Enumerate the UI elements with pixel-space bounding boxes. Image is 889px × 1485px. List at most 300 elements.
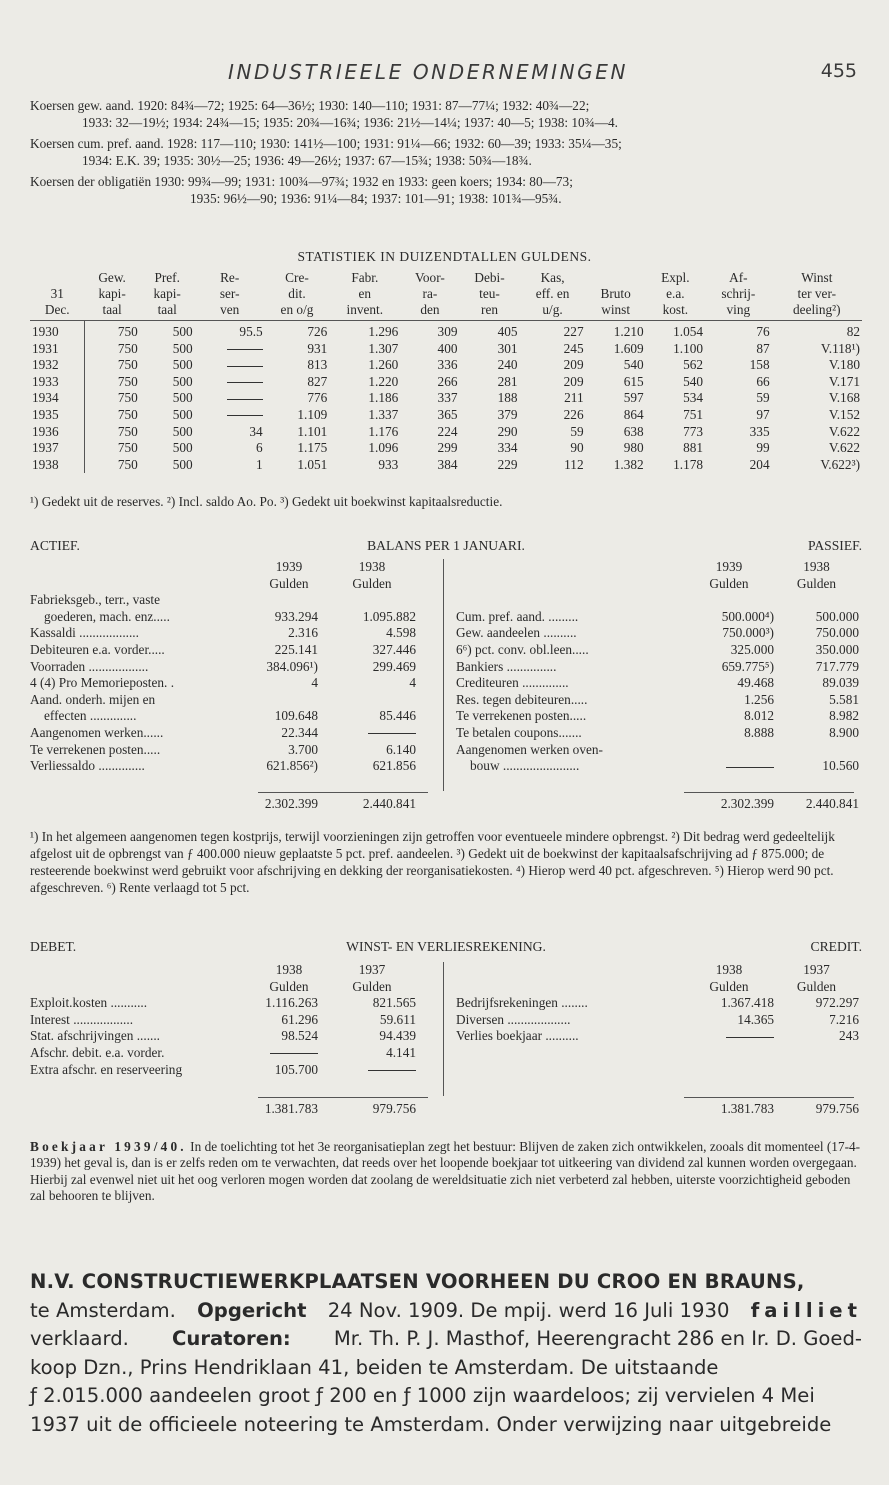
column-header: en <box>358 286 372 301</box>
ledger-value <box>684 1028 774 1045</box>
ledger-label: Crediteuren .............. <box>456 675 569 691</box>
profit-loss-account <box>30 962 862 1122</box>
table-cell: 813 <box>307 357 328 373</box>
table-cell: V.180 <box>828 357 860 373</box>
table-cell <box>195 374 265 391</box>
table-cell: 59 <box>570 423 584 439</box>
table-cell: 1936 <box>32 423 59 439</box>
ledger-row <box>30 1028 430 1045</box>
ledger-value: 8.982 <box>829 708 859 724</box>
ledger-row <box>456 592 862 609</box>
ledger-row <box>30 659 430 676</box>
table-cell: 229 <box>497 456 518 472</box>
table-cell: 776 <box>307 390 328 406</box>
table-cell: 540 <box>623 357 644 373</box>
price-line: 1933: 32—19½; 1934: 24¾—15; 1935: 20¾—16¾; 1936: 21½—14¼; 1937: 40—5; 1938: 10¾—4. <box>82 115 618 130</box>
ledger-total: 2.302.399 <box>720 796 774 811</box>
ledger-row <box>30 642 430 659</box>
ledger-row <box>30 592 430 609</box>
column-header: Fabr. <box>351 270 379 285</box>
table-cell: 1.176 <box>368 423 399 439</box>
table-cell: 1938 <box>32 456 59 472</box>
table-cell: 1.101 <box>297 423 328 439</box>
ledger-value: 7.216 <box>829 1011 859 1027</box>
ledger-value: 49.468 <box>737 675 774 691</box>
column-header: Af- <box>729 270 748 285</box>
table-row <box>30 321 862 341</box>
ledger-label: Afschr. debit. e.a. vorder. <box>30 1044 165 1060</box>
price-line: Koersen cum. pref. aand. 1928: 117—110; 1930: 141½—100; 1931: 91¼—66; 1932: 60—39; 1933: 35¼—35; <box>30 136 622 151</box>
winst-heading <box>30 939 862 957</box>
ledger-label: goederen, mach. enz..... <box>44 608 170 624</box>
ledger-row <box>456 1028 862 1045</box>
table-cell: 87 <box>756 340 770 356</box>
company-entry <box>30 1268 862 1439</box>
ledger-value: 2.316 <box>288 625 318 641</box>
ledger-value: 1.256 <box>744 691 774 707</box>
running-title: INDUSTRIEELE ONDERNEMINGEN <box>228 60 629 84</box>
table-cell: 209 <box>563 357 584 373</box>
ledger-value: 500.000 <box>815 608 859 624</box>
ledger-row <box>30 1012 430 1029</box>
ledger-value: 94.439 <box>379 1028 416 1044</box>
column-header: invent. <box>329 302 400 321</box>
table-cell: 66 <box>756 373 770 389</box>
company-line <box>30 1382 862 1411</box>
ledger-row <box>456 995 862 1012</box>
ledger-value: 59.611 <box>379 1011 416 1027</box>
table-cell: 726 <box>307 324 328 339</box>
column-header: ra- <box>422 286 438 301</box>
table-cell: 1.337 <box>368 406 399 422</box>
table-cell: 597 <box>623 390 644 406</box>
column-header: Cre- <box>285 270 309 285</box>
ledger-total: 2.440.841 <box>805 796 859 811</box>
table-cell: 750 <box>84 440 139 457</box>
debet-label: DEBET. <box>30 939 77 954</box>
table-cell: 34 <box>249 423 263 439</box>
table-cell: 980 <box>623 440 644 456</box>
ledger-total-row <box>30 1101 430 1118</box>
ledger-row <box>30 758 430 775</box>
ledger-value: 325.000 <box>730 641 774 657</box>
table-cell: 227 <box>563 324 584 339</box>
table-cell: 1.096 <box>368 440 399 456</box>
actief-side <box>30 559 430 811</box>
table-cell: 400 <box>437 340 458 356</box>
ledger-value: 225.141 <box>274 641 318 657</box>
ledger-value: 8.012 <box>744 708 774 724</box>
year-label: 1938 <box>715 962 743 977</box>
ledger-total: 2.440.841 <box>362 796 416 811</box>
table-cell: 750 <box>84 357 139 374</box>
table-cell: 864 <box>623 406 644 422</box>
column-header: Re- <box>220 270 240 285</box>
column-header: Expl. <box>661 270 690 285</box>
table-cell: 1.109 <box>297 406 328 422</box>
ledger-label: Extra afschr. en reserveering <box>30 1061 183 1077</box>
table-cell: 500 <box>172 340 193 356</box>
ledger-row <box>456 725 862 742</box>
dash-mark <box>368 733 416 734</box>
ledger-value: 10.560 <box>822 758 859 774</box>
price-line: Koersen gew. aand. 1920: 84¾—72; 1925: 64—36½; 1930: 140—110; 1931: 87—77¼; 1932: 40¾—22; <box>30 98 590 113</box>
ledger-value: 4.598 <box>386 625 416 641</box>
table-cell: 384 <box>437 456 458 472</box>
unit-label: Gulden <box>269 575 309 591</box>
ledger-value: 659.775⁵) <box>721 658 774 674</box>
ledger-header-unit <box>30 576 430 593</box>
ledger-value: 500.000⁴) <box>721 608 774 624</box>
table-cell: 6 <box>256 440 263 456</box>
company-founding-text: 24 Nov. 1909. De mpij. werd 16 Juli 1930 <box>327 1298 730 1322</box>
ledger-total: 979.756 <box>815 1101 859 1116</box>
ledger-label: Te betalen coupons....... <box>456 724 582 740</box>
column-header: eff. en <box>535 286 570 301</box>
dash-mark <box>227 382 263 383</box>
year-label: 1938 <box>803 559 830 574</box>
table-cell: 188 <box>497 390 518 406</box>
table-cell <box>195 390 265 407</box>
column-header: den <box>400 302 459 321</box>
ledger-value: 105.700 <box>274 1061 318 1077</box>
table-cell: 500 <box>172 373 193 389</box>
column-header: e.a. <box>666 286 685 301</box>
balans-title: BALANS PER 1 JANUARI. <box>367 538 525 553</box>
table-cell: 827 <box>307 373 328 389</box>
table-row <box>30 357 862 374</box>
ledger-value: 621.856²) <box>266 758 318 774</box>
table-cell: 204 <box>749 456 770 472</box>
column-header: Bruto <box>600 286 631 301</box>
year-label: 1939 <box>275 559 303 574</box>
ledger-label: 4 (4) Pro Memorieposten. . <box>30 675 175 691</box>
ledger-value: 89.039 <box>822 675 859 691</box>
dash-mark <box>227 349 263 350</box>
ledger-label: Interest .................. <box>30 1011 134 1027</box>
table-cell: 97 <box>756 406 770 422</box>
table-cell: 534 <box>683 390 704 406</box>
ledger-value: 299.469 <box>372 658 416 674</box>
ledger-value: 98.524 <box>281 1028 318 1044</box>
ledger-row <box>30 675 430 692</box>
table-row <box>30 341 862 358</box>
statistics-footnotes: ¹) Gedekt uit de reserves. ²) Incl. saldo Ao. Po. ³) Gedekt uit boekwinst kapitaalsreductie. <box>30 494 503 509</box>
ledger-value: 6.140 <box>386 741 416 757</box>
passief-side <box>456 559 862 811</box>
table-cell: 562 <box>683 357 704 373</box>
debet-side <box>30 962 430 1116</box>
column-header: winst <box>586 302 646 321</box>
column-header: Voor- <box>415 270 445 285</box>
column-header: ser- <box>219 286 240 301</box>
ledger-label: Debiteuren e.a. vorder..... <box>30 641 165 657</box>
dash-mark <box>227 399 263 400</box>
curatoren-label: Curatoren: <box>171 1327 291 1350</box>
ledger-total-row <box>456 796 862 813</box>
ledger-row <box>456 675 862 692</box>
table-cell: 881 <box>683 440 704 456</box>
column-header: kapi- <box>153 286 181 301</box>
column-header: Dec. <box>30 302 84 321</box>
table-cell: 95.5 <box>239 324 263 339</box>
column-header: teu- <box>479 286 500 301</box>
ledger-value: 933.294 <box>274 608 318 624</box>
credit-side <box>456 962 862 1116</box>
ledger-header-unit <box>456 576 862 593</box>
ledger-value: 1.095.882 <box>362 608 416 624</box>
table-cell: 1.054 <box>673 324 704 339</box>
price-block-gewone-aandeelen <box>30 97 868 131</box>
year-label: 1939 <box>715 559 743 574</box>
table-cell: 337 <box>437 390 458 406</box>
table-cell: 1.175 <box>297 440 328 456</box>
table-cell: 615 <box>623 373 644 389</box>
ledger-value: 85.446 <box>379 708 416 724</box>
column-header: ren <box>460 302 520 321</box>
company-line <box>30 1411 862 1440</box>
ledger-label: Voorraden .................. <box>30 658 149 674</box>
company-line <box>30 1297 862 1326</box>
failliet-label: failliet <box>750 1298 862 1322</box>
table-cell: V.622 <box>828 440 860 456</box>
table-cell: 750 <box>84 407 139 424</box>
company-text: koop Dzn., Prins Hendriklaan 41, beiden te Amsterdam. De uitstaande <box>30 1355 719 1379</box>
column-header: ter ver- <box>797 286 837 301</box>
table-cell: 1.382 <box>613 456 644 472</box>
ledger-value: 5.581 <box>829 691 859 707</box>
price-block-obligaties <box>30 173 868 207</box>
ledger-header-years <box>30 962 430 979</box>
ledger-label: Res. tegen debiteuren..... <box>456 691 588 707</box>
ledger-row <box>30 742 430 759</box>
year-label: 1938 <box>275 962 303 977</box>
ledger-header-unit <box>456 979 862 996</box>
table-cell: 224 <box>437 423 458 439</box>
table-cell: 773 <box>683 423 704 439</box>
table-cell: 299 <box>437 440 458 456</box>
table-cell: 1.100 <box>673 340 704 356</box>
ledger-label: effecten .............. <box>44 708 137 724</box>
year-label: 1937 <box>358 962 386 977</box>
ledger-label: Aand. onderh. mijen en <box>30 691 156 707</box>
ledger-label: Aangenomen werken...... <box>30 724 164 740</box>
table-row <box>30 390 862 407</box>
company-line <box>30 1325 862 1354</box>
ledger-value: 14.365 <box>737 1011 774 1027</box>
ledger-row <box>456 609 862 626</box>
boekjaar-lead: Boekjaar 1939/40. <box>30 1139 187 1154</box>
dash-mark <box>270 1053 318 1054</box>
table-cell: 1.210 <box>613 324 644 339</box>
table-cell: 1930 <box>32 324 59 339</box>
table-cell: 335 <box>749 423 770 439</box>
table-cell: 281 <box>497 373 518 389</box>
table-row <box>30 457 862 474</box>
table-cell: 500 <box>172 423 193 439</box>
table-cell: 1934 <box>32 390 59 406</box>
ledger-row <box>30 625 430 642</box>
column-header: u/g. <box>520 302 586 321</box>
ledger-row <box>456 625 862 642</box>
table-cell: 751 <box>683 406 704 422</box>
ledger-divider <box>443 559 444 791</box>
balans-heading <box>30 538 862 556</box>
ledger-value: 384.096¹) <box>266 658 318 674</box>
ledger-row <box>456 708 862 725</box>
column-header: kost. <box>646 302 705 321</box>
ledger-value: 717.779 <box>815 658 859 674</box>
statistics-table <box>30 270 862 473</box>
ledger-total: 1.381.783 <box>264 1101 318 1116</box>
table-cell: 309 <box>437 324 458 339</box>
table-cell: V.622³) <box>820 456 860 472</box>
total-rule <box>684 1097 854 1098</box>
ledger-value: 350.000 <box>815 641 859 657</box>
table-cell: V.622 <box>828 423 860 439</box>
column-header: Debi- <box>474 270 505 285</box>
company-name: N.V. CONSTRUCTIEWERKPLAATSEN VOORHEEN DU CROO EN BRAUNS, <box>30 1270 805 1293</box>
column-header: taal <box>84 302 139 321</box>
column-header: Winst <box>801 270 833 285</box>
price-history <box>30 97 868 211</box>
table-cell: 500 <box>172 324 193 339</box>
table-cell: 209 <box>563 373 584 389</box>
ledger-value: 3.700 <box>288 741 318 757</box>
table-cell: V.168 <box>828 390 860 406</box>
ledger-total: 2.302.399 <box>264 796 318 811</box>
table-row <box>30 374 862 391</box>
table-cell: 1932 <box>32 357 59 373</box>
column-header <box>586 270 646 286</box>
table-row <box>30 407 862 424</box>
ledger-label: bouw ....................... <box>470 758 580 774</box>
ledger-label: Diversen ................... <box>456 1011 571 1027</box>
table-cell: 750 <box>84 374 139 391</box>
ledger-value: 821.565 <box>372 995 416 1011</box>
company-name-line <box>30 1268 862 1297</box>
table-cell: 750 <box>84 424 139 441</box>
table-cell: 266 <box>437 373 458 389</box>
ledger-value: 750.000³) <box>722 625 774 641</box>
price-line: 1935: 96½—90; 1936: 91¼—84; 1937: 101—91; 1938: 101¾—95¾. <box>190 191 562 206</box>
company-text: ƒ 2.015.000 aandeelen groot ƒ 200 en ƒ 1000 zijn waardeloos; zij vervielen 4 Mei <box>30 1384 815 1407</box>
ledger-label: Stat. afschrijvingen ....... <box>30 1028 160 1044</box>
dash-mark <box>726 1037 774 1038</box>
ledger-value: 8.900 <box>829 724 859 740</box>
page-number: 455 <box>820 60 857 82</box>
table-cell: 334 <box>497 440 518 456</box>
table-cell: 211 <box>564 390 584 406</box>
ledger-divider <box>443 962 444 1096</box>
company-text: verklaard. <box>30 1327 129 1350</box>
table-cell: 1.609 <box>613 340 644 356</box>
table-cell: 500 <box>172 440 193 456</box>
column-header: taal <box>140 302 195 321</box>
ledger-row <box>30 609 430 626</box>
ledger-value: 109.648 <box>274 708 318 724</box>
table-cell: 1935 <box>32 406 59 422</box>
table-cell: 750 <box>84 457 139 474</box>
column-header: ving <box>705 302 772 321</box>
price-line: 1934: E.K. 39; 1935: 30½—25; 1936: 49—26½; 1937: 67—15¾; 1938: 50¾—18¾. <box>82 153 532 168</box>
ledger-row <box>30 1045 430 1062</box>
unit-label: Gulden <box>352 575 392 591</box>
ledger-row <box>30 995 430 1012</box>
table-cell: 750 <box>84 341 139 358</box>
table-cell: 379 <box>497 406 518 422</box>
ledger-label: 6⁶) pct. conv. obl.leen..... <box>456 641 589 657</box>
ledger-label: Kassaldi .................. <box>30 625 139 641</box>
ledger-label: Gew. aandeelen .......... <box>456 625 577 641</box>
table-cell: 750 <box>84 390 139 407</box>
table-cell: 500 <box>172 456 193 472</box>
column-header: kapi- <box>98 286 126 301</box>
ledger-value: 1.367.418 <box>720 995 774 1011</box>
ledger-row <box>456 659 862 676</box>
ledger-value: 4.141 <box>386 1044 416 1060</box>
ledger-header-years <box>456 962 862 979</box>
ledger-label: Bedrijfsrekeningen ........ <box>456 995 588 1011</box>
dash-mark <box>227 415 263 416</box>
table-cell: 90 <box>570 440 584 456</box>
column-header: ven <box>195 302 265 321</box>
table-cell: 59 <box>756 390 770 406</box>
opgericht-label: Opgericht <box>197 1298 307 1322</box>
table-cell <box>195 357 265 374</box>
company-text: 1937 uit de officieele noteering te Amsterdam. Onder verwijzing naar uitgebreide <box>30 1412 832 1436</box>
company-text: Mr. Th. P. J. Masthof, Heerengracht 286 en Ir. D. Goed- <box>333 1327 862 1350</box>
unit-label: Gulden <box>709 575 749 591</box>
ledger-value <box>328 1062 416 1079</box>
price-block-cum-pref <box>30 135 868 169</box>
ledger-row <box>456 758 862 775</box>
dash-mark <box>726 767 774 768</box>
ledger-value <box>328 725 416 742</box>
table-cell: 1.307 <box>368 340 399 356</box>
table-cell: 336 <box>437 357 458 373</box>
ledger-value: 61.296 <box>281 1011 318 1027</box>
table-cell: 931 <box>307 340 328 356</box>
column-header: Kas, <box>540 270 565 285</box>
table-cell: 638 <box>623 423 644 439</box>
table-cell: 82 <box>846 324 860 339</box>
table-cell: 500 <box>172 390 193 406</box>
ledger-total: 979.756 <box>372 1101 416 1116</box>
table-cell: 99 <box>756 440 770 456</box>
ledger-row <box>30 692 430 709</box>
statistics-title: STATISTIEK IN DUIZENDTALLEN GULDENS. <box>297 249 592 264</box>
ledger-row <box>456 642 862 659</box>
balans-footnotes: ¹) In het algemeen aangenomen tegen kostprijs, terwijl voorzieningen zijn getroffen voor eventueele mindere opbrengst. ²) Dit bedrag werd gedeeltelijk afgelost uit de opbrengst van ƒ 400.000 nieuw geplaatste 5 pct. pref. aandeelen. ³) Gedekt uit de boekwinst der kapitaalsafschrijving ad ƒ 875.000; de resteerende boekwinst werd gebruikt voor afschrijving en dekking der reorganisatiekosten. ⁴) Hierop werd 40 pct. afgeschreven. ⁵) Hierop werd 90 pct. afgeschreven. ⁶) Rente verlaagd tot 5 pct. <box>30 829 835 895</box>
column-header: Pref. <box>154 270 180 285</box>
ledger-total: 1.381.783 <box>720 1101 774 1116</box>
table-cell: 933 <box>378 456 399 472</box>
winst-title: WINST- EN VERLIESREKENING. <box>346 939 546 954</box>
total-rule <box>258 792 428 793</box>
column-header: en o/g <box>265 302 330 321</box>
ledger-label: Te verrekenen posten..... <box>30 741 161 757</box>
table-cell: 1933 <box>32 373 59 389</box>
running-head <box>0 60 889 86</box>
ledger-label: Verlies boekjaar .......... <box>456 1028 579 1044</box>
table-row <box>30 424 862 441</box>
ledger-value: 8.888 <box>744 724 774 740</box>
ledger-header-unit <box>30 979 430 996</box>
table-cell: 500 <box>172 406 193 422</box>
table-cell: 365 <box>437 406 458 422</box>
ledger-value: 1.116.263 <box>265 995 318 1011</box>
